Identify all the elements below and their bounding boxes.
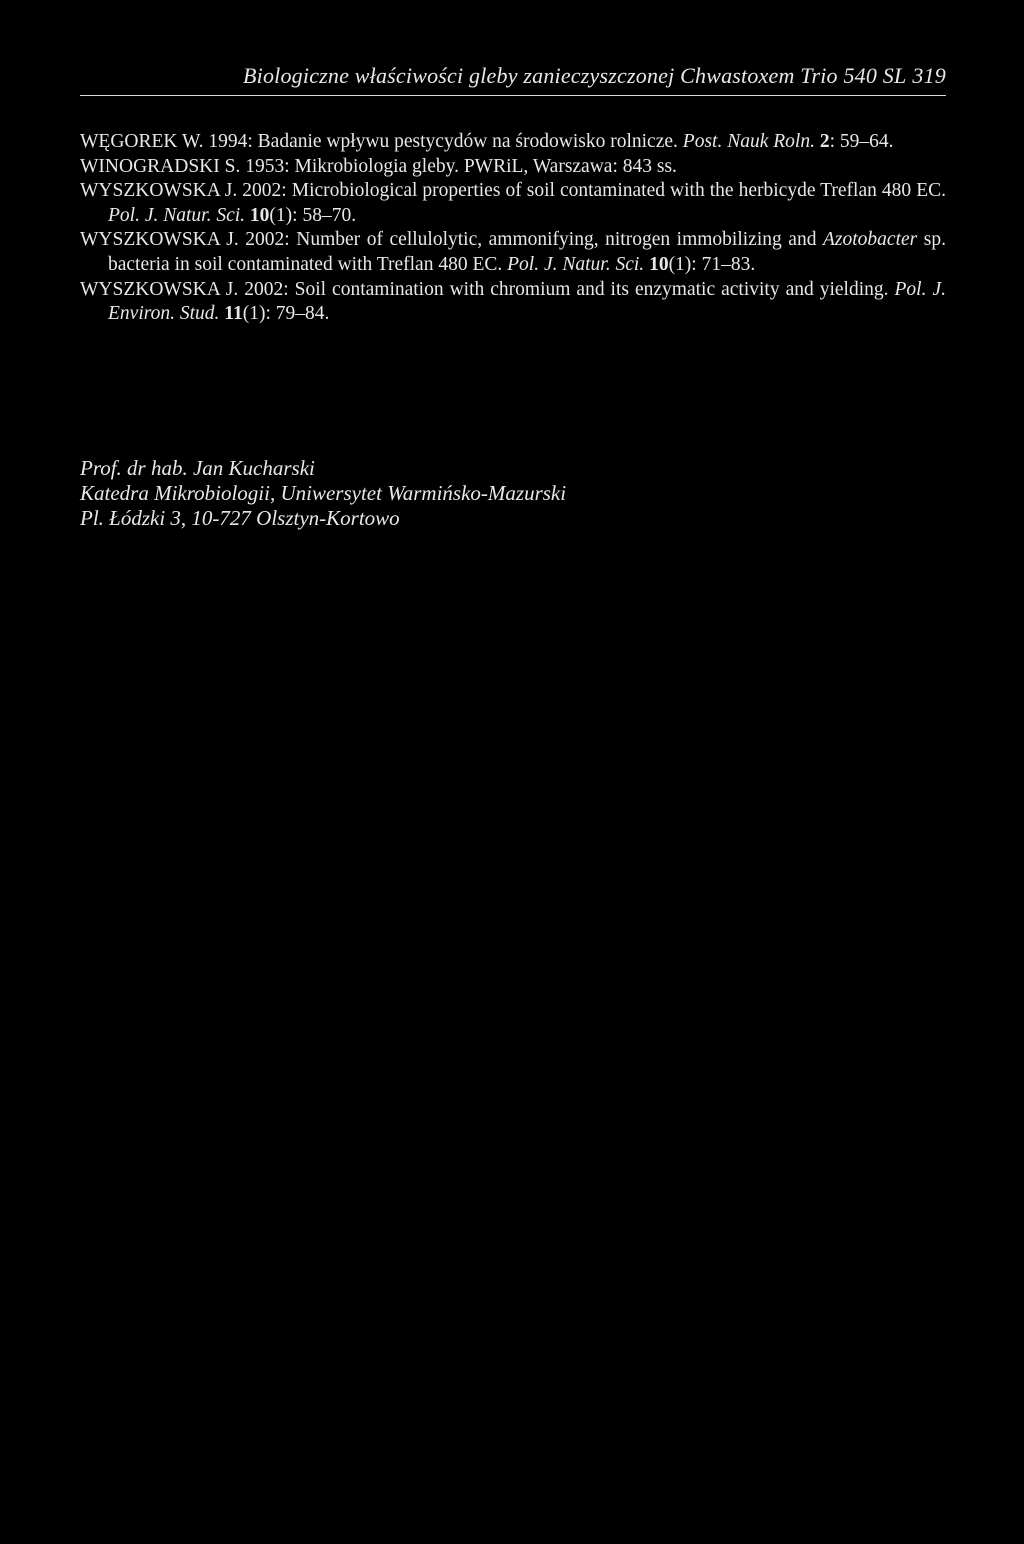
journal-pages: (1): 58–70. — [269, 204, 357, 226]
running-head — [80, 62, 946, 90]
running-title: Biologiczne właściwości gleby zanieczyszczonej Chwastoxem Trio 540 SL — [243, 63, 907, 88]
journal-pages: (1): 71–83. — [668, 253, 756, 275]
journal-volume: 11 — [224, 303, 243, 325]
reference-item — [80, 278, 946, 327]
author-name: Prof. dr hab. Jan Kucharski — [80, 456, 315, 480]
header-rule — [80, 95, 946, 96]
journal-pages: (1): 79–84. — [242, 303, 330, 325]
journal-volume: 10 — [649, 253, 669, 275]
reference-text: WYSZKOWSKA J. 2002: Soil contamination with chromium and its enzymatic activity and yielding. — [80, 278, 895, 300]
journal-name: Pol. J. Environ. Stud. — [108, 278, 946, 325]
reference-item — [80, 228, 946, 277]
reference-text: WINOGRADSKI S. 1953: Mikrobiologia gleby. PWRiL, Warszawa: 843 ss. — [80, 155, 677, 177]
journal-name: Pol. J. Natur. Sci. — [108, 204, 246, 226]
reference-text: sp. bacteria in soil contaminated with Treflan 480 EC. — [108, 229, 946, 275]
reference-item — [80, 130, 946, 155]
author-street-address: Pl. Łódzki 3, 10-727 Olsztyn-Kortowo — [80, 506, 400, 530]
page-number: 319 — [912, 63, 946, 88]
reference-item — [80, 179, 946, 228]
reference-text: WĘGOREK W. 1994: Badanie wpływu pestycydów na środowisko rolnicze. — [80, 131, 683, 152]
reference-text: WYSZKOWSKA J. 2002: Microbiological properties of soil contaminated with the herbicyde Treflan 480 EC. — [80, 180, 946, 202]
journal-volume: 10 — [249, 204, 270, 226]
reference-item — [80, 155, 946, 180]
reference-text: WYSZKOWSKA J. 2002: Number of cellulolytic, ammonifying, nitrogen immobilizing and — [80, 229, 823, 251]
journal-name: Post. Nauk Roln. — [682, 131, 815, 152]
journal-name: Pol. J. Natur. Sci. — [507, 253, 645, 275]
author-affiliation: Katedra Mikrobiologii, Uniwersytet Warmińsko-Mazurski — [80, 481, 567, 505]
author-address — [80, 456, 946, 531]
journal-pages: : 59–64. — [829, 131, 894, 152]
taxon-name: Azotobacter — [823, 229, 918, 251]
reference-list — [80, 130, 946, 327]
journal-volume: 2 — [819, 131, 830, 152]
